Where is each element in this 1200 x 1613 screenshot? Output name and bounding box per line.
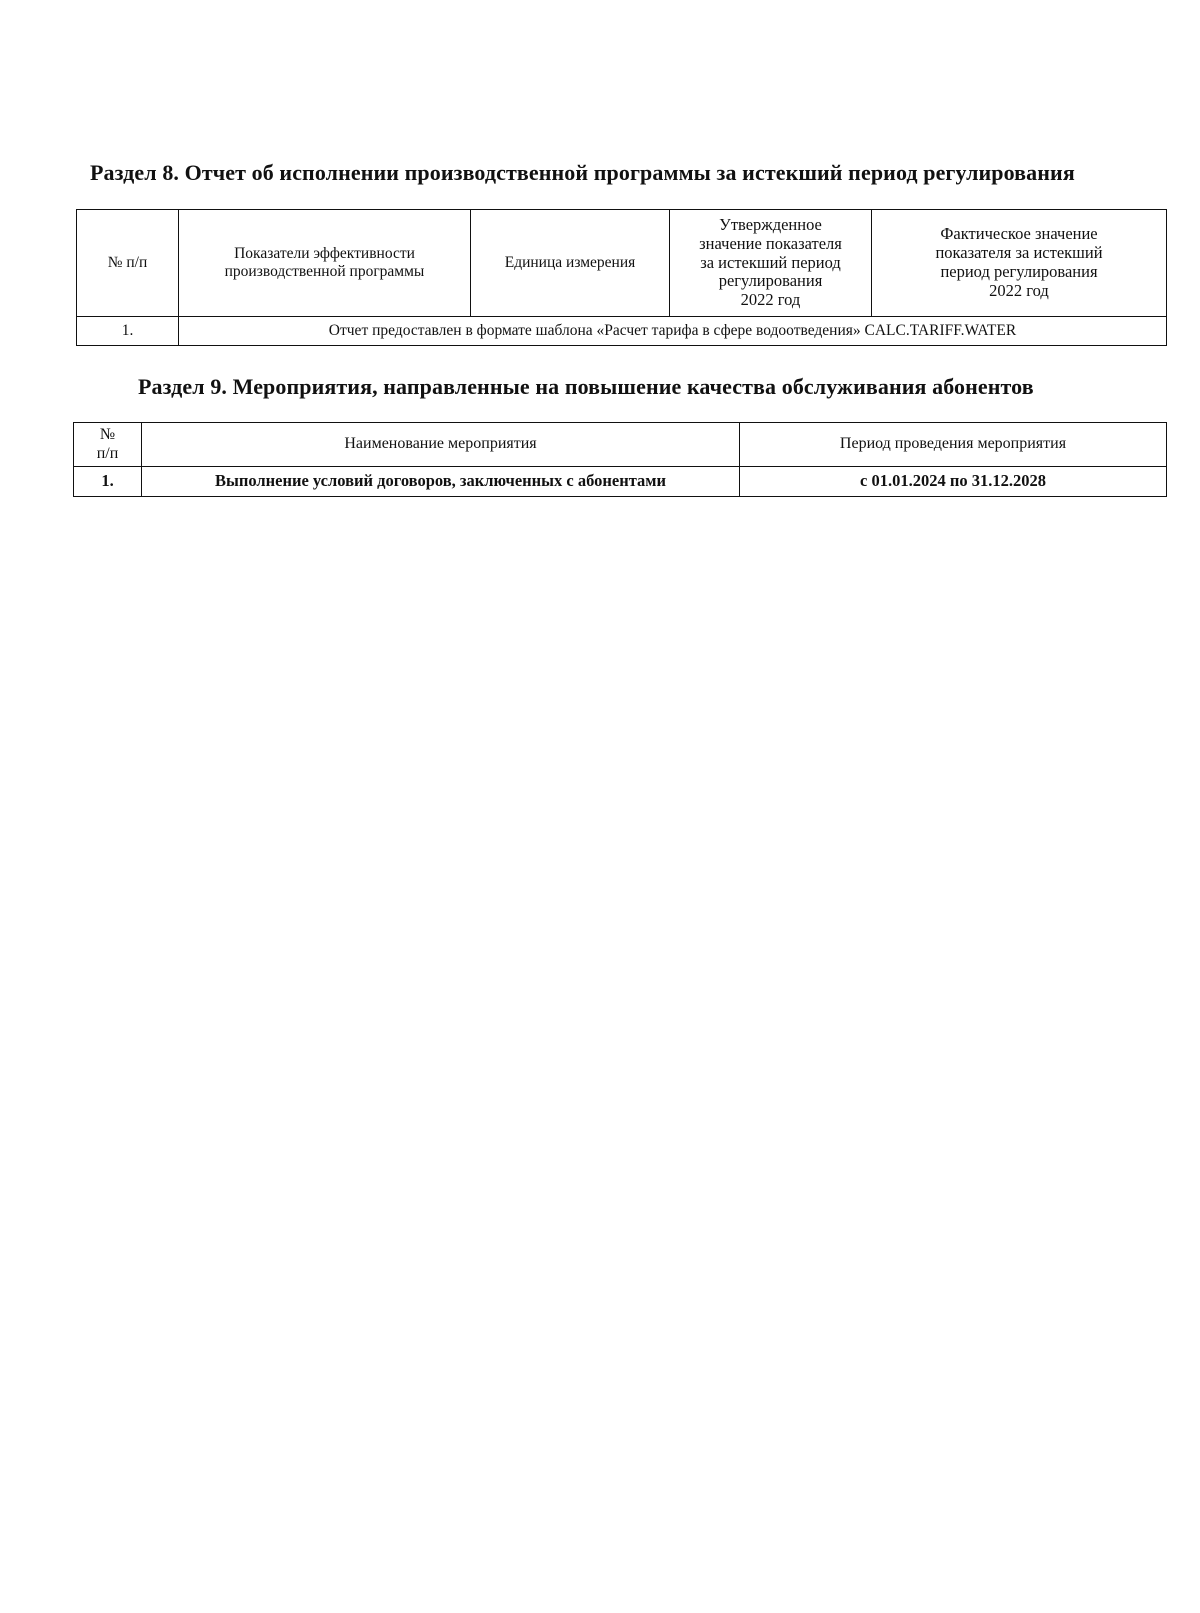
row-measure-period: с 01.01.2024 по 31.12.2028 bbox=[740, 467, 1167, 497]
section-8-title: Раздел 8. Отчет об исполнении производственной программы за истекший период регулирования bbox=[90, 160, 1075, 185]
row-measure-name: Выполнение условий договоров, заключенных с абонентами bbox=[142, 467, 740, 497]
row-report-note: Отчет предоставлен в формате шаблона «Расчет тарифа в сфере водоотведения» CALC.TARIFF.WATER bbox=[179, 317, 1167, 346]
table-row bbox=[74, 467, 1167, 497]
header-measure-period: Период проведения мероприятия bbox=[740, 423, 1167, 467]
header-approved-value: Утвержденное значение показателя за истекший период регулирования 2022 год bbox=[670, 210, 872, 317]
header-num: № п/п bbox=[77, 210, 179, 317]
production-program-report-table bbox=[76, 209, 1167, 346]
service-quality-measures-table bbox=[73, 422, 1167, 497]
row-num: 1. bbox=[77, 317, 179, 346]
header-indicators: Показатели эффективности производственной программы bbox=[179, 210, 471, 317]
table-header-row bbox=[74, 423, 1167, 467]
section-9-title: Раздел 9. Мероприятия, направленные на повышение качества обслуживания абонентов bbox=[138, 374, 1034, 399]
header-num: № п/п bbox=[74, 423, 142, 467]
header-actual-value: Фактическое значение показателя за истекший период регулирования 2022 год bbox=[872, 210, 1167, 317]
table-header-row bbox=[77, 210, 1167, 317]
table-row bbox=[77, 317, 1167, 346]
row-num: 1. bbox=[74, 467, 142, 497]
header-unit: Единица измерения bbox=[471, 210, 670, 317]
header-measure-name: Наименование мероприятия bbox=[142, 423, 740, 467]
